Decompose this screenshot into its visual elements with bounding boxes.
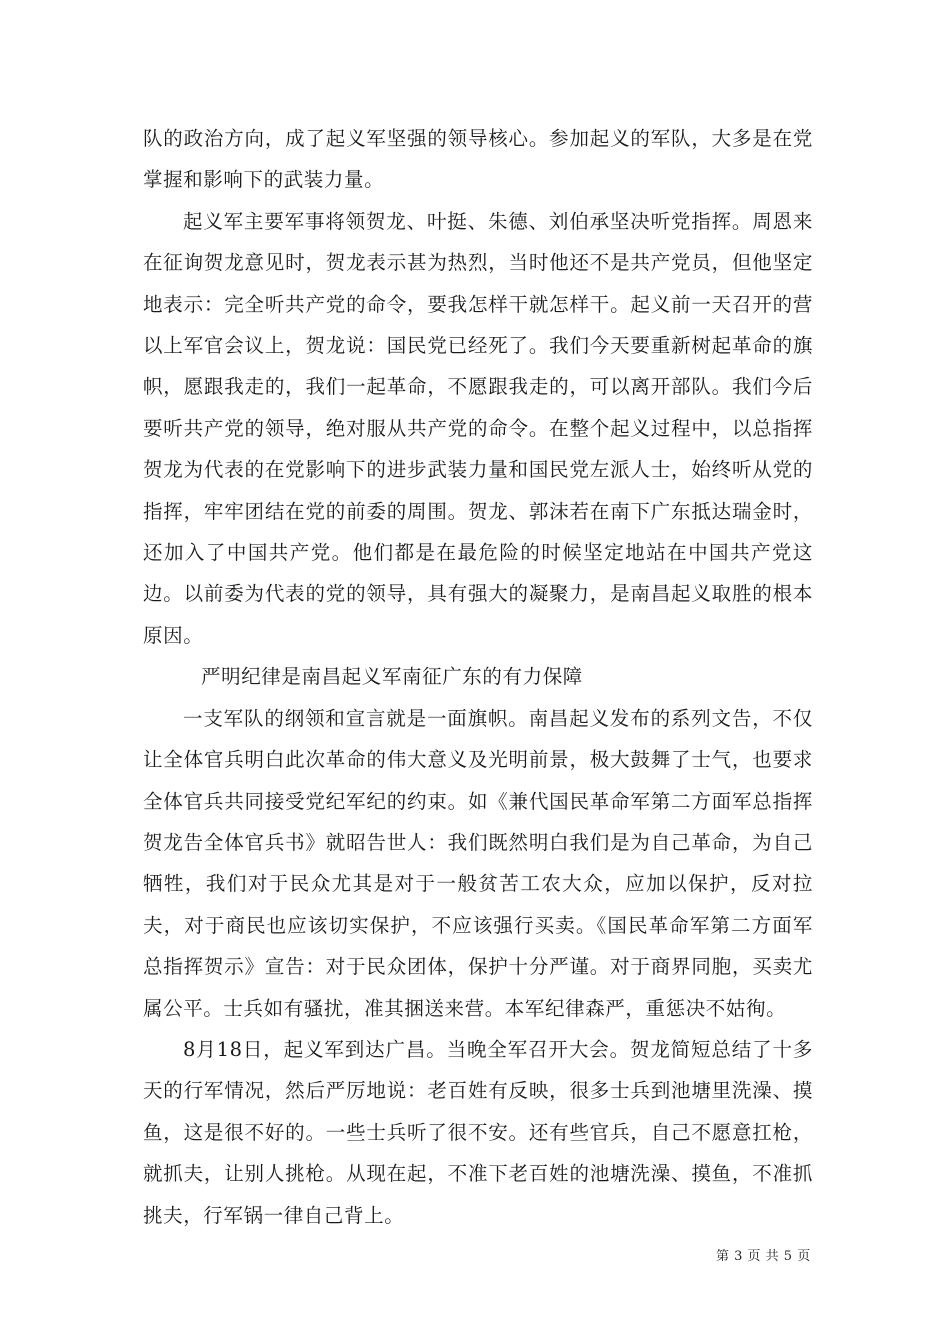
paragraph-discipline: 一支军队的纲领和宣言就是一面旗帜。南昌起义发布的系列文告，不仅让全体官兵明白此次革命的伟大意义及光明前景，极大鼓舞了士气，也要求全体官兵共同接受党纪军纪的约束。如《兼代国民革命军第二方面军总指挥贺龙告全体官兵书》就昭告世人：我们既然明白我们是为自己革命，为自己牺牲，我们对于民众尤其是对于一般贫苦工农大众，应加以保护，反对拉夫，对于商民也应该切实保护，不应该强行买卖。《国民革命军第二方面军总指挥贺示》宣告：对于民众团体，保护十分严谨。对于商界同胞，买卖尤属公平。士兵如有骚扰，准其捆送来营。本军纪律森严，重惩决不姑徇。 [143, 706, 813, 1020]
paragraph-guangchang: 8月18日，起义军到达广昌。当晚全军召开大会。贺龙简短总结了十多天的行军情况，然后严厉地说：老百姓有反映，很多士兵到池塘里洗澡、摸鱼，这是很不好的。一些士兵听了很不安。还有些官兵，自己不愿意扛枪，就抓夫，让别人挑枪。从现在起，不准下老百姓的池塘洗澡、摸鱼，不准抓挑夫，行军锅一律自己背上。 [143, 1037, 813, 1227]
paragraph-continuation: 队的政治方向，成了起义军坚强的领导核心。参加起义的军队，大多是在党掌握和影响下的武装力量。 [143, 127, 813, 192]
paragraph-military-leaders: 起义军主要军事将领贺龙、叶挺、朱德、刘伯承坚决听党指挥。周恩来在征询贺龙意见时，贺龙表示甚为热烈，当时他还不是共产党员，但他坚定地表示：完全听共产党的命令，要我怎样干就怎样干。起义前一天召开的营以上军官会议上，贺龙说：国民党已经死了。我们今天要重新树起革命的旗帜，愿跟我走的，我们一起革命，不愿跟我走的，可以离开部队。我们今后要听共产党的领导，绝对服从共产党的命令。在整个起义过程中，以总指挥贺龙为代表的在党影响下的进步武装力量和国民党左派人士，始终听从党的指挥，牢牢团结在党的前委的周围。贺龙、郭沫若在南下广东抵达瑞金时，还加入了中国共产党。他们都是在最危险的时候坚定地站在中国共产党这边。以前委为代表的党的领导，具有强大的凝聚力，是南昌起义取胜的根本原因。 [143, 209, 813, 647]
section-heading: 严明纪律是南昌起义军南征广东的有力保障 [201, 665, 583, 689]
page-number-footer: 第 3 页 共 5 页 [716, 1249, 811, 1264]
document-body [143, 118, 813, 1236]
